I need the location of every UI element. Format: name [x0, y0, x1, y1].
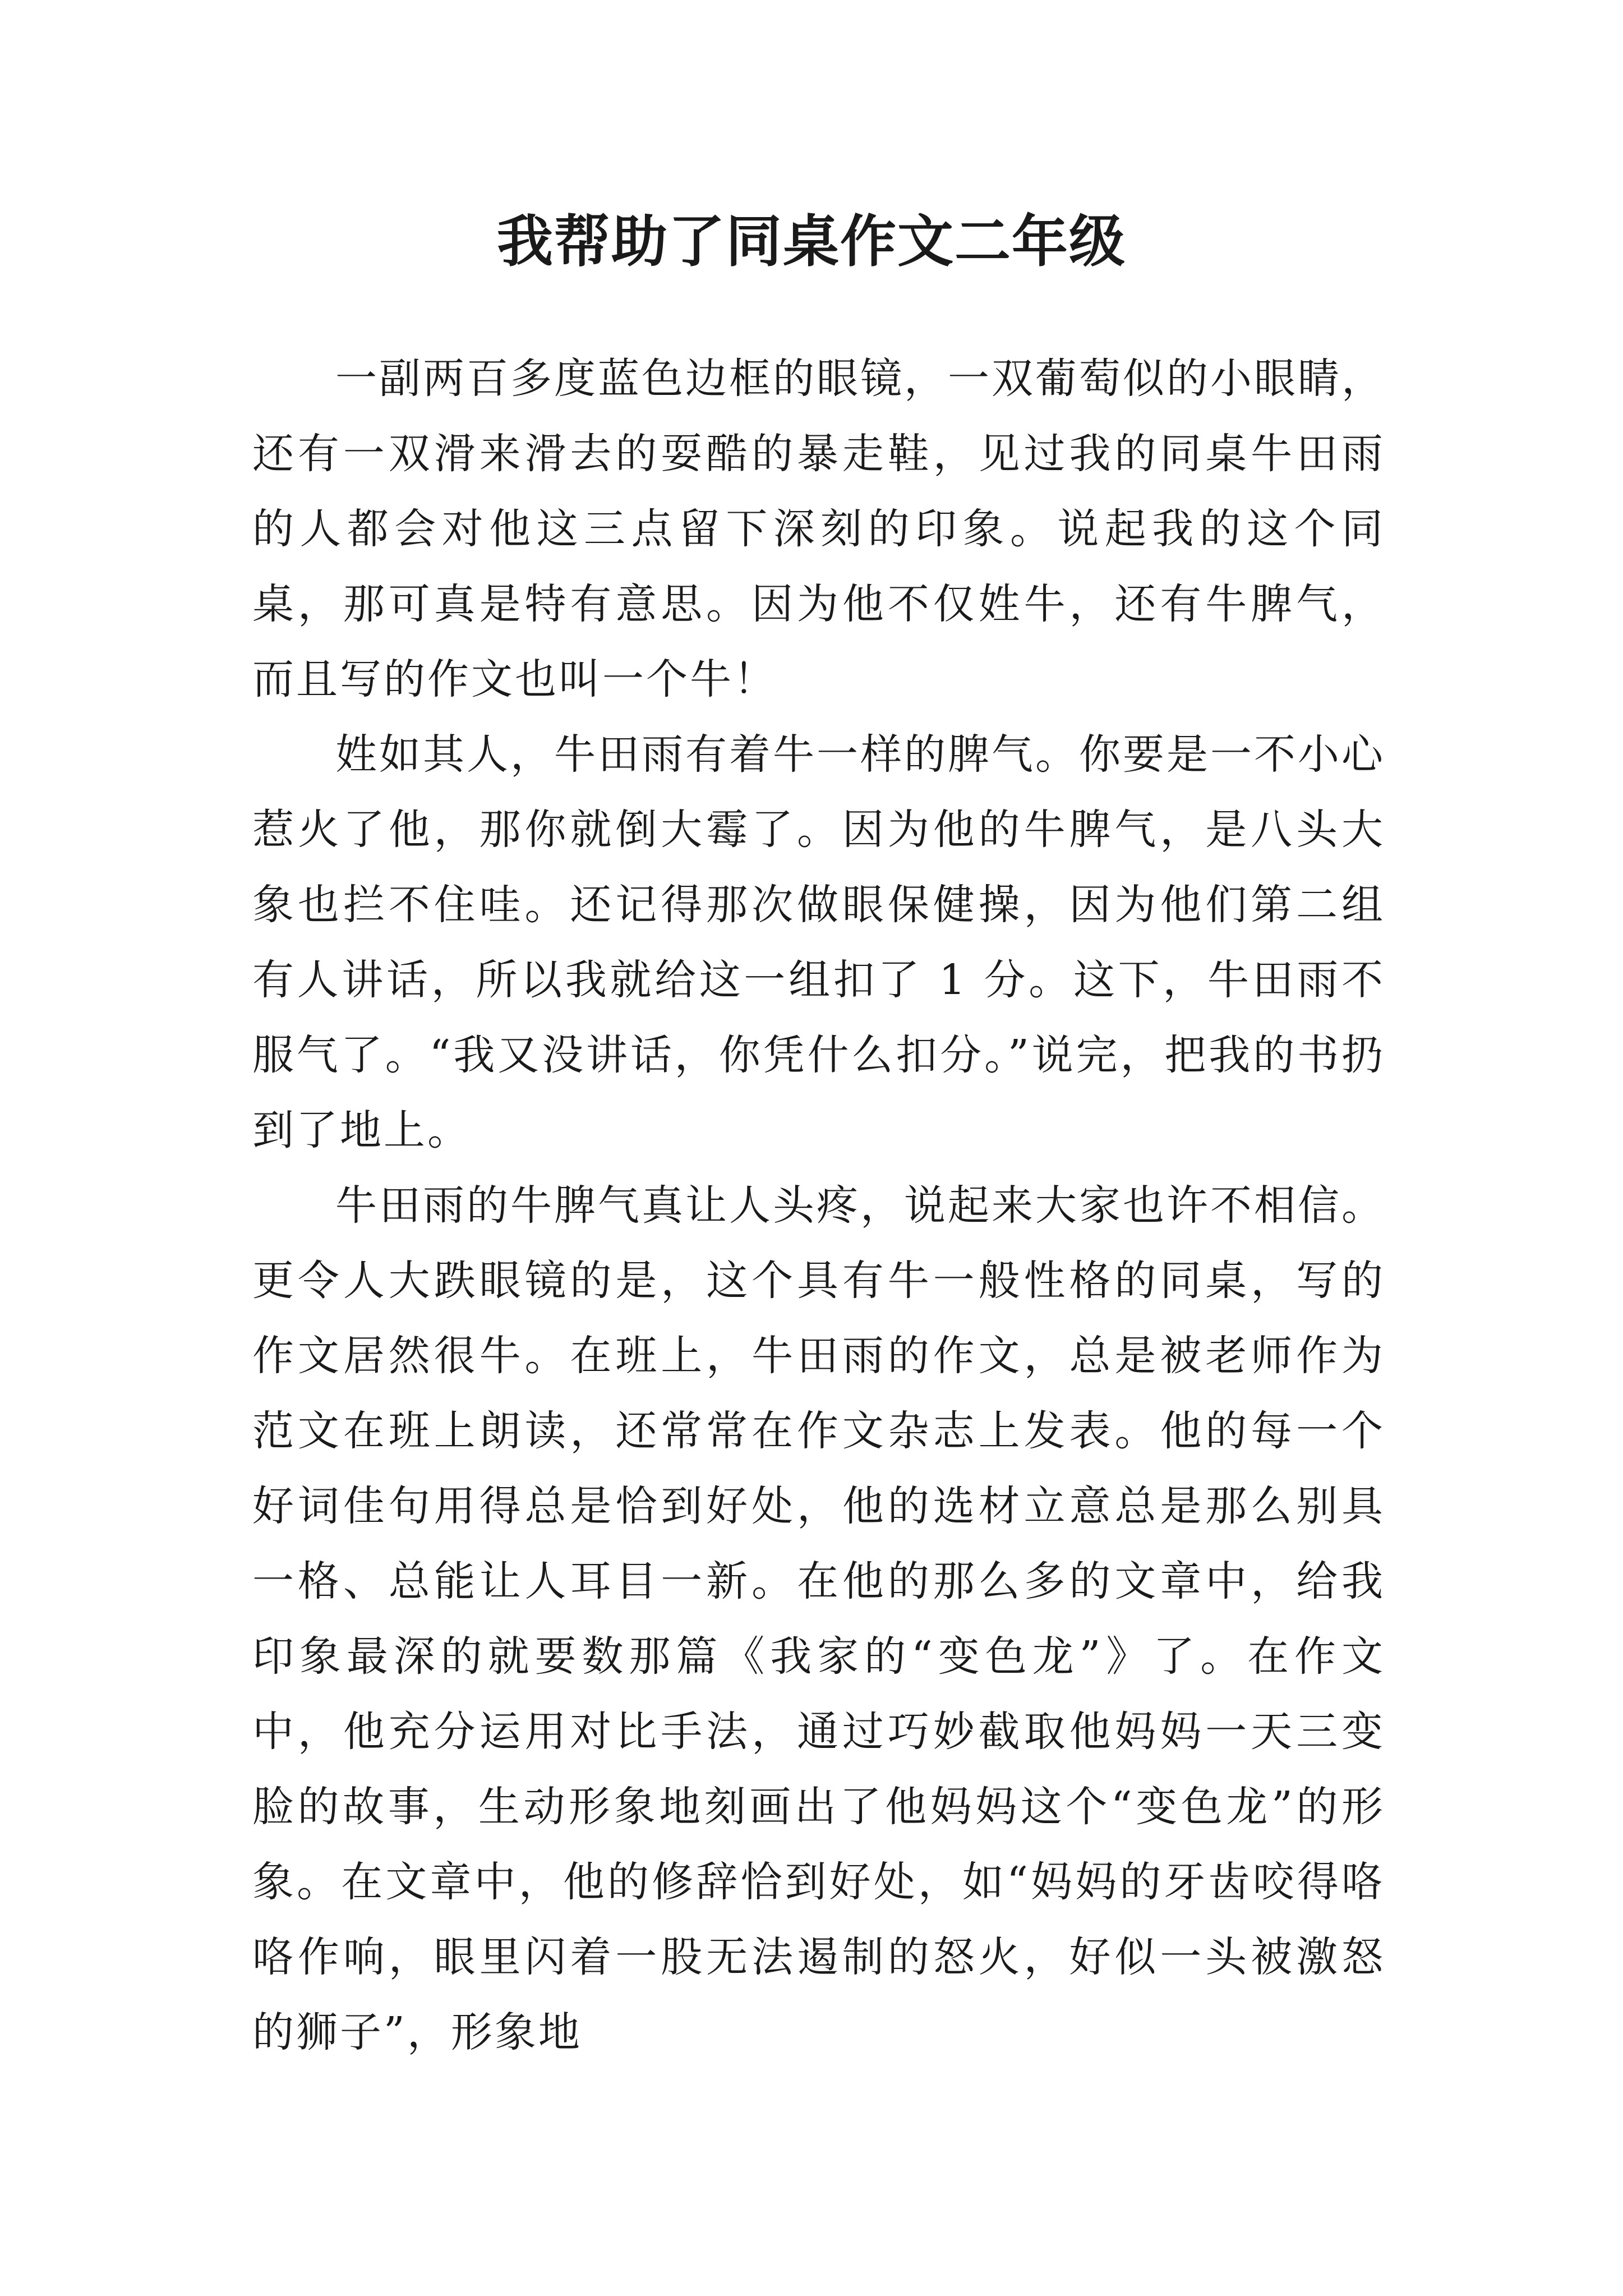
document-body [252, 341, 1385, 2070]
paragraph-1: 一副两百多度蓝色边框的眼镜，一双葡萄似的小眼睛，还有一双滑来滑去的耍酷的暴走鞋，见过我的同桌牛田雨的人都会对他这三点留下深刻的印象。说起我的这个同桌，那可真是特有意思。因为他不仅姓牛，还有牛脾气，而且写的作文也叫一个牛！ [252, 355, 1385, 703]
paragraph-3: 牛田雨的牛脾气真让人头疼，说起来大家也许不相信。更令人大跌眼镜的是，这个具有牛一般性格的同桌，写的作文居然很牛。在班上，牛田雨的作文，总是被老师作为范文在班上朗读，还常常在作文杂志上发表。他的每一个好词佳句用得总是恰到好处，他的选材立意总是那么别具一格、总能让人耳目一新。在他的那么多的文章中，给我印象最深的就要数那篇《我家的“变色龙”》了。在作文中，他充分运用对比手法，通过巧妙截取他妈妈一天三变脸的故事，生动形象地刻画出了他妈妈这个“变色龙”的形象。在文章中，他的修辞恰到好处，如“妈妈的牙齿咬得咯咯作响，眼里闪着一股无法遏制的怒火，好似一头被激怒的狮子”，形象地 [252, 1181, 1385, 2056]
document-title: 我帮助了同桌作文二年级 [497, 208, 1126, 274]
paragraph-2: 姓如其人，牛田雨有着牛一样的脾气。你要是一不小心惹火了他，那你就倒大霉了。因为他的牛脾气，是八头大象也拦不住哇。还记得那次做眼保健操，因为他们第二组有人讲话，所以我就给这一组扣了 1 分。这下，牛田雨不服气了。“我又没讲话，你凭什么扣分。”说完，把我的书扔到了地上。 [252, 730, 1385, 1154]
